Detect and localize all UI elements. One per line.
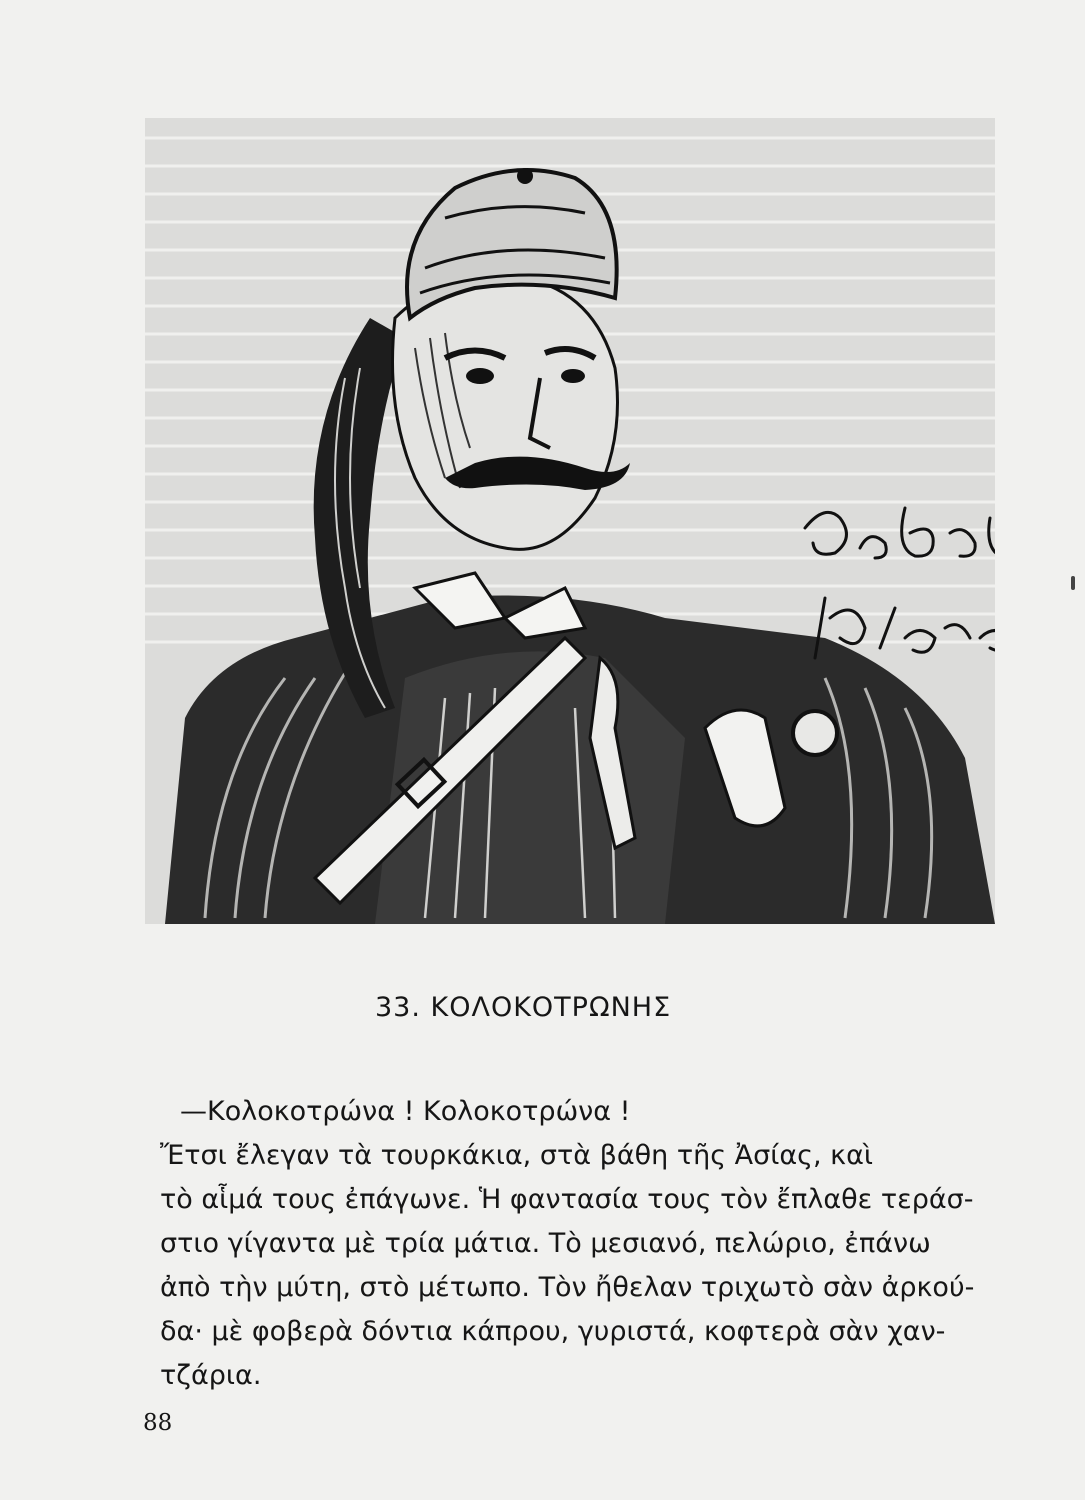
chapter-caption — [375, 992, 671, 1023]
paragraph-line: τζάρια. — [160, 1360, 262, 1391]
exclamation-line: —Κολοκοτρώνα ! Κολοκοτρώνα ! — [180, 1096, 631, 1127]
paragraph-line: τὸ αἷμά τους ἐπάγωνε. Ἡ φαντασία τους τὸν ἔπλαθε τεράσ- — [160, 1184, 974, 1215]
chapter-number: 33. — [375, 992, 421, 1023]
chapter-title: ΚΟΛΟΚΟΤΡΩΝΗΣ — [430, 992, 672, 1023]
body-text — [160, 1090, 990, 1398]
paragraph-line: ἀπὸ τὴν μύτη, στὸ μέτωπο. Τὸν ἤθελαν τριχωτὸ σὰν ἀρκού- — [160, 1272, 975, 1303]
paragraph-line: δα· μὲ φοβερὰ δόντια κάπρου, γυριστά, κοφτερὰ σὰν χαν- — [160, 1316, 946, 1347]
signature-handwriting — [785, 488, 995, 688]
page-edge-mark — [1071, 576, 1075, 590]
paragraph-line: Ἔτσι ἔλεγαν τὰ τουρκάκια, στὰ βάθη τῆς Ἀσίας, καὶ — [160, 1140, 874, 1171]
paragraph-line: στιο γίγαντα μὲ τρία μάτια. Τὸ μεσιανό, πελώριο, ἐπάνω — [160, 1228, 931, 1259]
portrait-illustration — [145, 118, 995, 924]
page-number: 88 — [143, 1410, 173, 1436]
